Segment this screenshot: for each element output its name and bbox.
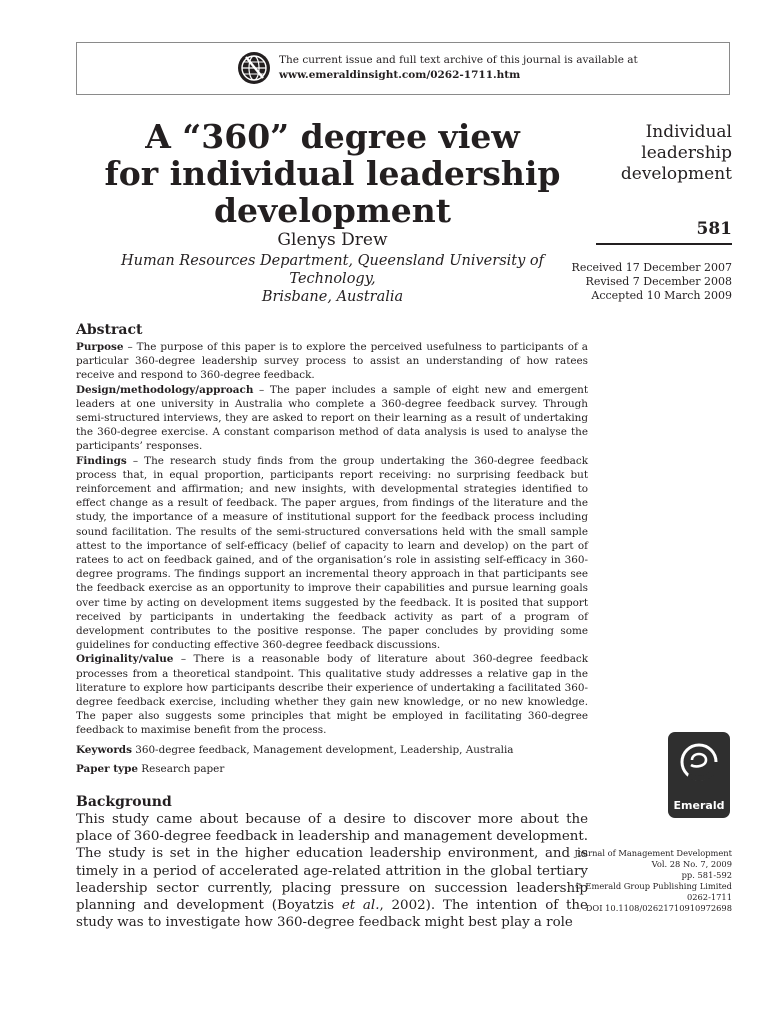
design-text: – The paper includes a sample of eight new and emergent leaders at one university in Australia who complete a 360-degree feedback survey. Through semi-structured interviews, they are asked to report on their learning as a result of undertaking the 360-degree exercise. A constant comparison method of data analysis is used to analyse the participants’ responses. [76,383,588,453]
emerald-logo [668,732,730,818]
abstract-findings [76,454,588,653]
abstract-purpose [76,340,588,383]
findings-label: Findings [76,454,127,467]
banner-text [279,53,638,83]
globe-icon [237,51,271,85]
journal-pages: pp. 581-592 [681,870,732,880]
background-paragraph [76,811,588,931]
journal-copyright: © Emerald Group Publishing Limited [574,881,732,891]
background-italic: et al. [341,898,380,914]
design-label: Design/methodology/approach [76,383,254,396]
journal-url-link[interactable]: www.emeraldinsight.com/0262-1711.htm [279,69,521,81]
article-history-dates [572,261,732,303]
background-text-1: This study came about because of a desire to discover more about the place of 360-degree feedback in leadership and management development. The study is set in the higher education leadership environment, and is timely in a period of accelerated age-related attrition in the global tertiary leadership sector currently, placing pressure on succession leadership planning and development (Boyatzis [76,812,589,914]
originality-text: – There is a reasonable body of literature about 360-degree feedback processes from a theoretical standpoint. This qualitative study addresses a relative gap in the literature to explore how participants describe their experience of undertaking a facilitated 360-degree feedback exercise, including whether they gain new knowledge, or no new knowledge. The paper also suggests some principles that might be employed in facilitating 360-degree feedback to maximise benefit from the process. [76,653,588,737]
abstract-heading: Abstract [76,322,143,338]
keywords [76,743,588,757]
abstract-section [76,322,588,776]
originality-label: Originality/value [76,653,174,666]
sidebar-divider [596,243,732,245]
paper-type [76,762,588,776]
journal-issn: 0262-1711 [686,892,732,902]
banner-line-1: The current issue and full text archive of this journal is available at [279,54,638,66]
title-line-2: for individual leadership [104,154,561,193]
background-section [76,794,588,931]
affiliation-line-2: Brisbane, Australia [261,289,404,305]
background-heading: Background [76,794,172,810]
author-affiliation [90,252,575,306]
running-title-line-1: Individual [645,122,732,142]
journal-archive-banner [76,42,730,95]
running-title [621,122,732,185]
paper-type-label: Paper type [76,762,138,775]
emerald-brand-text: Emerald [673,799,725,812]
author-name: Glenys Drew [277,230,388,250]
article-title [90,118,575,229]
affiliation-line-1: Human Resources Department, Queensland University of Technology, [120,253,544,287]
journal-doi: DOI 10.1108/02621710910972698 [585,903,732,913]
background-text-2: , 2002). The intention of the study was to investigate how 360-degree feedback might best play a role [76,898,588,931]
purpose-label: Purpose [76,341,124,353]
abstract-originality [76,652,588,737]
keywords-label: Keywords [76,743,132,756]
accepted-date: Accepted 10 March 2009 [591,289,732,302]
purpose-text: – The purpose of this paper is to explore the perceived usefulness to participants of a particular 360-degree leadership survey process to assist an understanding of how ratees receive and respond to 360-degree feedback. [76,341,588,382]
journal-name: Journal of Management Development [574,848,732,858]
abstract-design [76,383,588,454]
running-title-line-2: leadership [641,143,732,163]
title-line-3: development [213,191,451,230]
emerald-e-icon [676,738,722,790]
paper-type-text: Research paper [137,762,225,775]
received-date: Received 17 December 2007 [571,261,732,274]
page-number: 581 [696,219,732,239]
keywords-text: 360-degree feedback, Management development, Leadership, Australia [131,743,514,756]
journal-citation [574,848,732,914]
findings-text: – The research study finds from the group undertaking the 360-degree feedback process that, in equal proportion, participants report receiving: no surprising feedback but reinforcement and affirmation; and new insights, with developmental strategies identified to effect change as a result of feedback. The paper argues, from findings of the literature and the study, the importance of a measure of institutional support for the feedback process including sound facilitation. The results of the semi-structured conversations held with the small sample attest to the importance of self-efficacy (belief of capacity to learn and develop) on the part of ratees to act on feedback gained, and of the organisation’s role in assisting self-efficacy in 360-degree programs. The findings support an incremental theory approach in that participants see the feedback exercise as an opportunity to improve their capabilities and pursue learning goals over time by acting on development items suggested by the feedback. It is posited that support received by participants in undertaking the feedback activity as part of a program of development contributes to the positive response. The paper concludes by providing some guidelines for conducting effective 360-degree feedback discussions. [76,454,588,652]
running-title-line-3: development [620,164,732,184]
revised-date: Revised 7 December 2008 [585,275,732,288]
title-line-1: A “360” degree view [145,117,520,156]
journal-volume: Vol. 28 No. 7, 2009 [651,859,732,869]
